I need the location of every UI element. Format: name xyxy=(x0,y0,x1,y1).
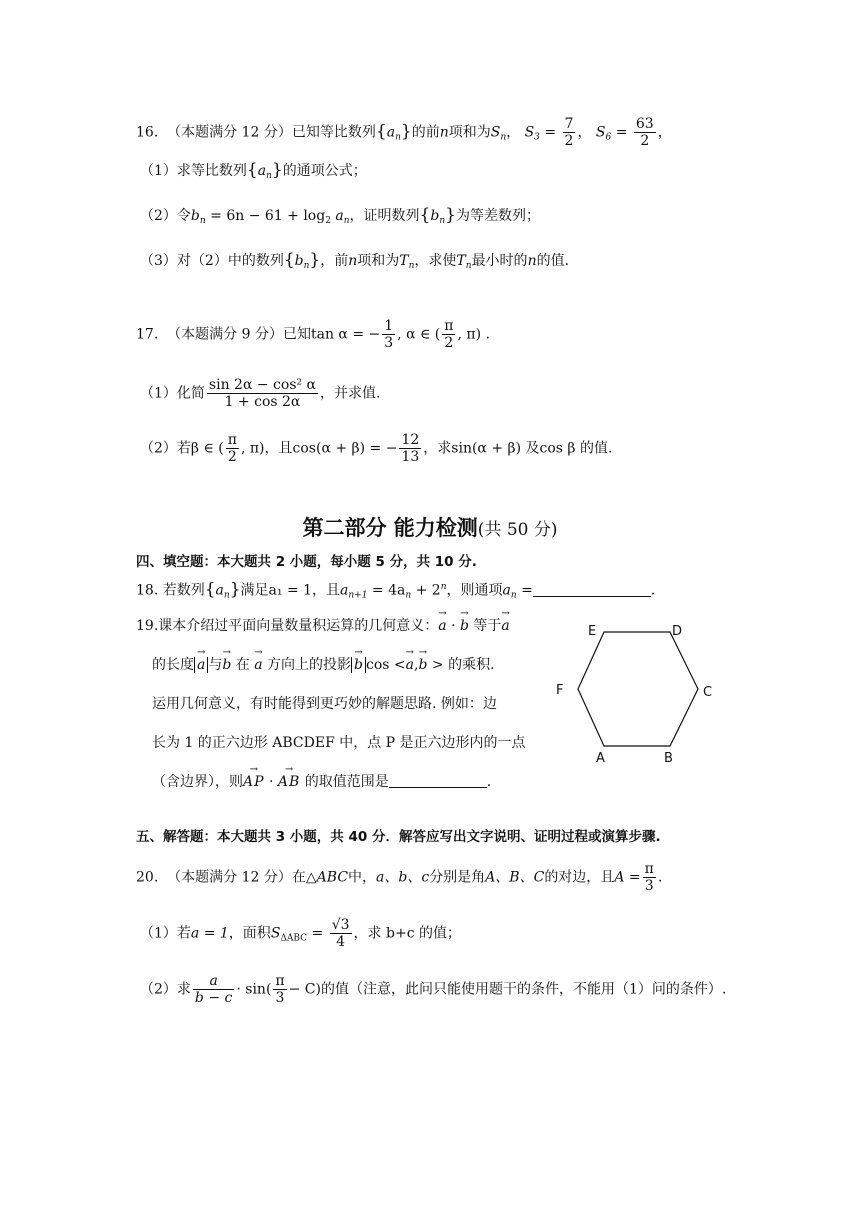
q19-line4: 长为 1 的正六边形 ABCDEF 中，点 P 是正六边形内的一点 xyxy=(152,735,526,751)
fraction: $\frac{1}{3}$ xyxy=(384,318,394,351)
answer-blank[interactable] xyxy=(389,787,487,788)
q19-line3: 运用几何意义，有时能得到更巧妙的解题思路. 例如：边 xyxy=(152,696,497,712)
q16-stem: 16. （本题满分 12 分）已知等比数列$\{a_n\}$的前n项和为$S_n$， $S_3$ = $\frac{7}{2}$ ， $S_6$ = $\frac{63}{2}$ ， xyxy=(136,116,672,149)
fraction: $\frac{7}{2}$ xyxy=(564,116,574,149)
fraction: $\frac{√3}{4}$ xyxy=(331,917,350,950)
hex-label-c: C xyxy=(703,685,713,700)
q16-part3: （3）对（2）中的数列$\{b_n\}$，前n项和为$T_n$，求使$T_n$最小时的n的值. xyxy=(140,250,570,271)
part2-heading: 第二部分 能力检测(共 50 分) xyxy=(302,516,558,540)
section4-heading: 四、填空题：本大题共 2 小题，每小题 5 分，共 10 分. xyxy=(136,554,477,570)
fraction: $\frac{\text{sin 2α − cos² α}}{1 + \cos 2\alpha}$ xyxy=(208,377,317,410)
hex-label-b: B xyxy=(664,751,673,766)
q19-line1: 19.课本介绍过平面向量数量积运算的几何意义：→ a · → b 等于→ a xyxy=(136,616,510,636)
q17-part2: （2）若β ∈ ( $\frac{\pi}{2}$ , π)，且cos(α + β) = − $\frac{12}{13}$ ，求sin(α + β) 及cos β 的值. xyxy=(140,432,613,465)
fraction: $\frac{\pi}{2}$ xyxy=(444,318,454,351)
fraction: $\frac{a}{b - c}$ xyxy=(194,973,233,1006)
q18-stem: 18. 若数列$\{a_n\}$满足a₁ = 1，且$a_{n+1} = 4a_n + 2^n$，则通项$a_n$ = . xyxy=(136,579,656,601)
fraction: $\frac{\pi}{2}$ xyxy=(227,432,237,465)
q17-stem: 17. （本题满分 9 分）已知tan α = − $\frac{1}{3}$ , α ∈ ( $\frac{\pi}{2}$ , π) . xyxy=(136,318,490,351)
fraction: $\frac{\pi}{3}$ xyxy=(275,973,285,1006)
q19-line2: 的长度→ a 与→ b 在 → a 方向上的投影→ b cos <→ a,→ b > 的乘积. xyxy=(152,655,495,675)
hex-label-f: F xyxy=(556,683,564,698)
hexagon-shape xyxy=(578,632,698,746)
q16-part2: （2）令$b_n = 6n - 61 + \log_2 a_n$，证明数列$\{b_n\}$为等差数列； xyxy=(140,205,540,226)
hex-label-d: D xyxy=(672,624,683,639)
hex-label-e: E xyxy=(588,624,597,639)
q20-part1: （1）若a = 1，面积$S_{\Delta ABC}$ = $\frac{√3}{4}$ ，求 b+c 的值； xyxy=(140,917,461,950)
q19-line5: （含边界），则→ AP · → AB 的取值范围是 . xyxy=(152,772,491,792)
fraction: $\frac{\pi}{3}$ xyxy=(644,861,654,894)
fraction: $\frac{63}{2}$ xyxy=(635,116,654,149)
q20-part2: （2）求 $\frac{a}{b - c}$ · sin( $\frac{\pi}{3}$ − C)的值（注意，此问只能使用题干的条件，不能用（1）问的条件）. xyxy=(140,973,727,1006)
section5-heading: 五、解答题：本大题共 3 小题，共 40 分．解答应写出文字说明、证明过程或演算步骤. xyxy=(136,829,661,845)
q16-part1: （1）求等比数列$\{a_n\}$的通项公式； xyxy=(140,160,367,181)
q17-part1: （1）化简 $\frac{\text{sin 2α − cos² α}}{1 + \cos 2\alpha}$ ，并求值. xyxy=(140,377,381,410)
fraction: $\frac{12}{13}$ xyxy=(401,432,420,465)
hex-label-a: A xyxy=(596,751,605,766)
answer-blank[interactable] xyxy=(533,596,651,597)
q20-stem: 20. （本题满分 12 分）在△ABC中，a、b、c分别是角A、B、C的对边，且A = $\frac{\pi}{3}$ . xyxy=(136,861,663,894)
hexagon-figure xyxy=(548,614,728,774)
